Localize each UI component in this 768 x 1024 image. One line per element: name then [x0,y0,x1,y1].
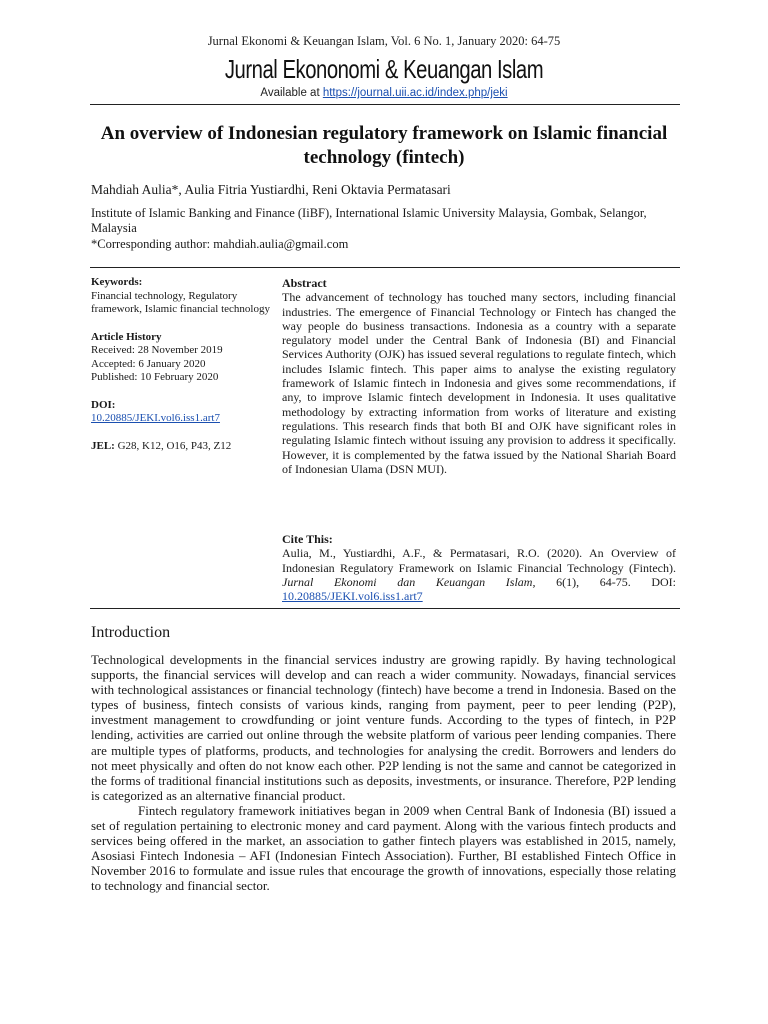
article-title: An overview of Indonesian regulatory framework on Islamic financial technology (fintech) [100,123,668,168]
keywords: Financial technology, Regulatory framework, Islamic financial technology [91,289,270,315]
paragraph: Technological developments in the financial services industry are growing rapidly. By having technological supports, the financial services will develop and can reach a wider community. Nowadays, financial services with technological assistances or financial technology (fintech) have become a trend in Indonesia. Based on the types of business, fintech consists of various kinds, ranging from payment, peer to peer lending (P2P), investment management to crowdfunding or joint venture funds. According to the types of fintech, in P2P lending, activities are carried out online through the website platform of various peer lending companies. There are multiple types of platforms, products, and technologies for analysing the credit. Borrowers and lenders do not meet physically and often do not know each other. P2P lending is not the same and cannot be categorized in the forms of traditional financial institutions such as deposits, investments, or insurance. Therefore, P2P lending is categorized as an alternative financial product. [91,652,676,803]
abstract [282,276,676,476]
abstract-label: Abstract [282,276,327,290]
citation-journal: Jurnal Ekonomi dan Keuangan Islam, [282,574,536,589]
journal-name: Jurnal Ekononomi & Keuangan Islam [224,54,544,84]
citation-volume: 6(1), 64-75. DOI: [535,574,677,589]
accepted-date: Accepted: 6 January 2020 [91,357,206,370]
citation-text [282,546,676,603]
available-prefix: Available at [260,87,320,99]
keywords-label: Keywords: [91,276,143,288]
availability-line [0,87,768,99]
cite-this [282,532,676,603]
abstract-text: The advancement of technology has touched many sectors, including financial industries. The emergence of Financial Technology or Fintech has changed the way people do business transactions. Indonesia as a country with a separate regulatory model under the Central Bank of Indonesia (BI) and Financial Services Authority (OJK) has issued several regulations to regulate fintech, which includes Islamic fintech. This paper aims to analyse the existing regulatory framework of Islamic fintech in Indonesia and gives some recommendations, if any, to improve Islamic fintech development in Indonesia. It uses qualitative methodology by extracting information from works of literature and existing regulations. This research finds that both BI and OJK have significant roles in regulating Islamic fintech without issuing any provision to address it specifically. However, it is complemented by the fatwa issued by the National Shariah Board of Indonesian Ulama (DSN MUI). [282,290,676,476]
citation-doi-link[interactable]: 10.20885/JEKI.vol6.iss1.art7 [282,589,423,604]
affiliation: Institute of Islamic Banking and Finance (IiBF), International Islamic University Malaysia, Gombak, Selangor, Malaysia [91,206,647,235]
article-info-sidebar [91,276,271,467]
info-rule-top [90,267,680,268]
info-rule-bottom [90,608,680,609]
history-label: Article History [91,330,162,343]
cite-label: Cite This: [282,532,333,546]
journal-url-link[interactable]: https://journal.uii.ac.id/index.php/jeki [322,87,508,99]
doi-link[interactable]: 10.20885/JEKI.vol6.iss1.art7 [91,412,220,424]
jel-label: JEL: [91,439,115,452]
citation-authors-title: Aulia, M., Yustiardhi, A.F., & Permatasari, R.O. (2020). An Overview of Indonesian Regulatory Framework on Islamic Financial Technology (Fintech). [282,546,676,575]
paragraph: Fintech regulatory framework initiatives began in 2009 when Central Bank of Indonesia (BI) issued a set of regulation pertaining to electronic money and card payment. Along with the various fintech products and services being offered in the market, an association to gather fintech players was established in 2015, namely, Asosiasi Fintech Indonesia – AFI (Indonesian Fintech Association). Further, BI established Fintech Office in November 2016 to formulate and issue rules that encourage the growth of innovations, especially those relating to technology and financial sector. [91,802,676,894]
corresponding-author: *Corresponding author: mahdiah.aulia@gmail.com [91,237,349,251]
section-heading-introduction: Introduction [91,624,171,641]
published-date: Published: 10 February 2020 [91,371,219,383]
author-list: Mahdiah Aulia*, Aulia Fitria Yustiardhi, Reni Oktavia Permatasari [91,182,451,197]
header-rule [90,104,680,105]
introduction-body [91,652,676,894]
jel-codes: G28, K12, O16, P43, Z12 [114,439,232,452]
doi-label: DOI: [91,398,116,411]
received-date: Received: 28 November 2019 [91,344,223,356]
running-head: Jurnal Ekonomi & Keuangan Islam, Vol. 6 No. 1, January 2020: 64-75 [207,34,561,48]
